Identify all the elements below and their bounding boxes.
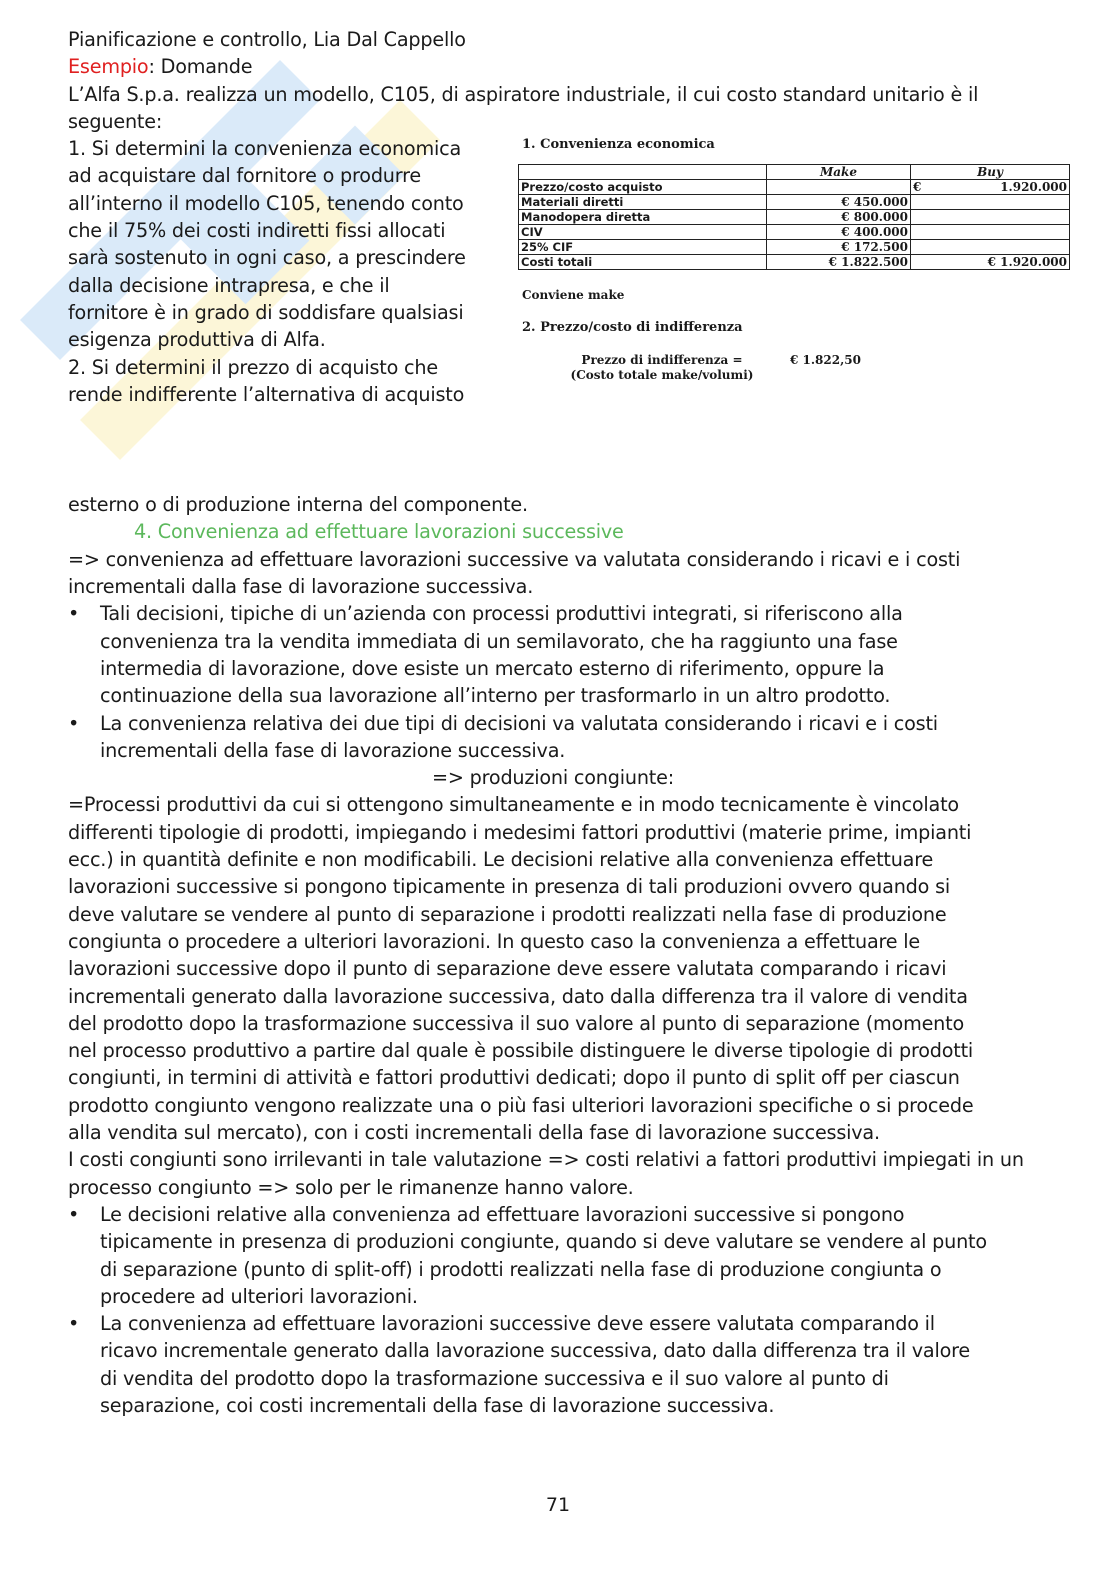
question-line: dalla decisione intrapresa, e che il [68, 273, 390, 297]
list-item: • Tali decisioni, tipiche di un’azienda con processi produttivi integrati, si riferiscono alla convenienza tra la vendita immediata di un semilavorato, che ha raggiunto una fase intermedia di lavorazione, dove esiste un mercato esterno di riferimento, oppure la continuazione della sua lavorazione all’interno per trasformarlo in un altro prodotto. [68, 602, 903, 708]
indifference-sub: (Costo totale make/volumi) [570, 368, 754, 383]
indifference-formula [534, 353, 1078, 383]
example-heading [68, 53, 1048, 80]
table-row: 25% CIF € 172.500 [519, 240, 1070, 255]
example-questions-area [68, 135, 1067, 491]
table-header-row [519, 165, 1070, 180]
question-line: esigenza produttiva di Alfa. [68, 328, 326, 352]
list-item: • La convenienza relativa dei due tipi di decisioni va valutata considerando i ricavi e i costi incrementali della fase di lavorazione successiva. [68, 711, 938, 762]
bullet-dot: • [68, 711, 80, 735]
question-line: che il 75% dei costi indiretti fissi allocati [68, 219, 446, 243]
question-line: 1. Si determini la convenienza economica [68, 137, 461, 161]
page-number: 71 [545, 1494, 571, 1516]
solution-title: 1. Convenienza economica [522, 137, 715, 153]
solution-conclusion: Conviene make [522, 288, 625, 303]
solution-image [518, 137, 1078, 383]
table-row: Manodopera diretta € 800.000 [519, 210, 1070, 225]
section-intro-line: incrementali dalla fase di lavorazione successiva. [68, 575, 534, 599]
bullet-dot: • [68, 1202, 80, 1226]
solution-title-2: 2. Prezzo/costo di indifferenza [522, 320, 743, 336]
example-label: Esempio [68, 55, 149, 79]
make-buy-table [518, 164, 1070, 270]
joint-production-heading: => produzioni congiunte: [432, 766, 674, 790]
question-line: 2. Si determini il prezzo di acquisto che [68, 355, 438, 379]
indifference-value: € 1.822,50 [790, 353, 861, 368]
list-item: • Le decisioni relative alla convenienza ad effettuare lavorazioni successive si pongono tipicamente in presenza di produzioni congiunte, quando si deve valutare se vendere al punto di separazione (punto di split-off) i prodotti realizzati nella fase di produzione congiunta o procedere ad ulteriori lavorazioni. [68, 1202, 987, 1308]
page-header: Pianificazione e controllo, Lia Dal Cappello [68, 28, 466, 51]
question-line: rende indifferente l’alternativa di acquisto [68, 382, 465, 406]
joint-production-paragraph: =Processi produttivi da cui si ottengono simultaneamente e in modo tecnicamente è vincolato differenti tipologie di prodotti, impiegando i medesimi fattori produttivi (materie prime, impianti ecc.) in quantità definite e non modificabili. Le decisioni relative alla convenienza effettuare lavorazioni successive si pongono tipicamente in presenza di tali produzioni ovvero quando si deve valutare se vendere al punto di separazione i prodotti realizzati nella fase di produzione congiunta o procedere a ulteriori lavorazioni. In questo caso la convenienza a effettuare le lavorazioni successive dopo il punto di separazione deve essere valutata comparando i ricavi incrementali generato dalla lavorazione successiva, dato dalla differenza tra il valore di vendita del prodotto dopo la trasformazione successiva il suo valore al punto di separazione (momento nel processo produttivo a partire dal quale è possibile distinguere le diverse tipologie di prodotti congiunti, in termini di attività e fattori produttivi dedicati; dopo il punto di split off per ciascun prodotto congiunto vengono realizzate una o più fasi ulteriori lavorazioni specifiche o si procede alla vendita sul mercato), con i costi incrementali della fase di lavorazione successiva. I costi congiunti sono irrilevanti in tale valutazione => costi relativi a fattori produttivi impiegati in un processo congiunto => solo per le rimanenze hanno valore. [68, 793, 1024, 1199]
table-row: CIV € 400.000 [519, 225, 1070, 240]
example-suffix: : Domande [148, 55, 253, 79]
section-heading: 4. Convenienza ad effettuare lavorazioni successive [134, 520, 624, 544]
col-buy: Buy [911, 165, 1070, 180]
list-item: • La convenienza ad effettuare lavorazioni successive deve essere valutata comparando il ricavo incrementale generato dalla lavorazione successiva, dato dalla differenza tra il valore di vendita del prodotto dopo la trasformazione successiva e il suo valore al punto di separazione, coi costi incrementali della fase di lavorazione successiva. [68, 1312, 970, 1417]
questions-text [68, 135, 498, 408]
example-intro-line: L’Alfa S.p.a. realizza un modello, C105, di aspiratore industriale, il cui costo standard unitario è il [68, 82, 979, 106]
bullet-dot: • [68, 1312, 80, 1336]
table-row-total: Costi totali € 1.822.500 € 1.920.000 [519, 255, 1070, 270]
question-line: fornitore è in grado di soddisfare qualsiasi [68, 300, 464, 324]
col-make: Make [766, 165, 910, 180]
document-page [68, 26, 1067, 1419]
indifference-label: Prezzo di indifferenza = [581, 353, 743, 368]
section-intro-line: => convenienza ad effettuare lavorazioni successive va valutata considerando i ricavi e i costi [68, 547, 961, 571]
bullet-dot: • [68, 602, 80, 626]
table-row: Prezzo/costo acquisto € 1.920.000 [519, 180, 1070, 195]
table-row: Materiali diretti € 450.000 [519, 195, 1070, 210]
question-line: ad acquistare dal fornitore o produrre [68, 164, 421, 188]
question-tail: esterno o di produzione interna del componente. [68, 493, 528, 517]
question-line: all’interno il modello C105, tenendo conto [68, 191, 464, 215]
example-intro-line: seguente: [68, 109, 163, 133]
question-line: sarà sostenuto in ogni caso, a prescindere [68, 246, 466, 270]
